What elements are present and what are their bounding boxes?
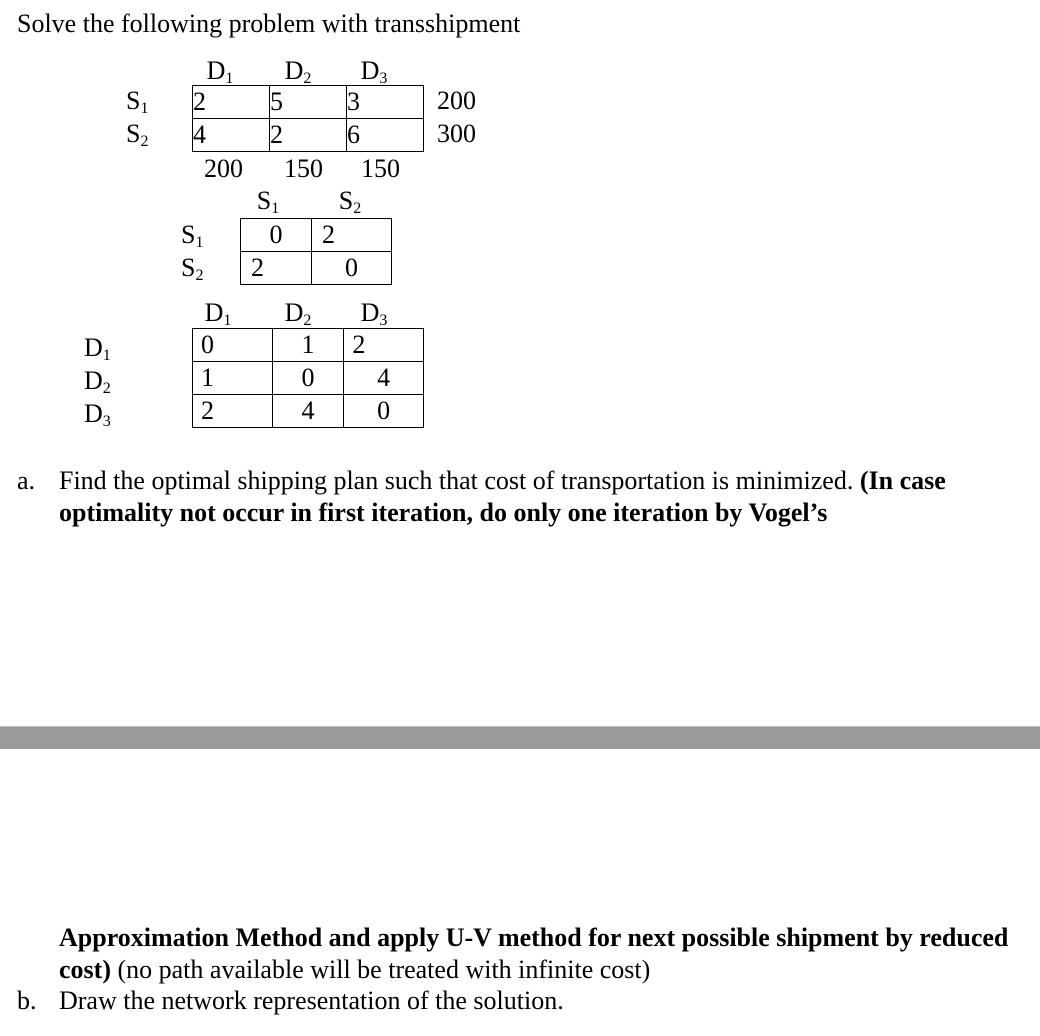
col-header-text: D2 <box>284 56 312 87</box>
cost-cell: 2 <box>270 119 347 152</box>
table-row <box>193 395 424 428</box>
row-label-s2: S2 <box>126 119 149 150</box>
col-header-s2 <box>322 186 378 220</box>
row-label-s2: S2 <box>181 253 204 284</box>
col-header-text: D3 <box>360 298 388 329</box>
question-b-text: Draw the network representation of the solution. <box>59 986 564 1015</box>
cost-cell: 4 <box>272 395 344 428</box>
problem-title: Solve the following problem with transshipment <box>17 9 521 38</box>
cost-cell: 3 <box>347 86 424 119</box>
cost-cell: 2 <box>311 219 391 252</box>
cost-cell: 2 <box>193 395 273 428</box>
table-row <box>241 252 392 285</box>
cost-cell: 2 <box>241 252 312 285</box>
col-header-text: S2 <box>338 186 362 217</box>
cost-cell: 1 <box>193 362 273 395</box>
col-header-text: D2 <box>284 298 312 329</box>
table-row <box>241 219 392 252</box>
col-header-s1 <box>240 186 296 220</box>
cost-cell: 4 <box>193 119 270 152</box>
cost-cell: 1 <box>272 329 344 362</box>
row-label-s1: S1 <box>126 86 149 117</box>
cost-cell: 2 <box>193 86 270 119</box>
demand-d1: 200 <box>204 154 243 183</box>
col-header-d2 <box>270 298 326 332</box>
cost-cell: 5 <box>270 86 347 119</box>
row-label-d3: D3 <box>84 399 111 430</box>
cost-cell: 4 <box>344 362 424 395</box>
cost-cell: 2 <box>344 329 424 362</box>
cost-cell: 6 <box>347 119 424 152</box>
cost-cell: 0 <box>272 362 344 395</box>
table-row <box>193 86 424 119</box>
supply-s1: 200 <box>437 86 476 115</box>
question-a-continued <box>59 922 1009 986</box>
col-header-text: D3 <box>360 56 388 87</box>
cost-grid <box>240 218 392 285</box>
question-a-rest: (no path available will be treated with infinite cost) <box>117 955 651 984</box>
row-label-d1: D1 <box>84 333 111 364</box>
table-row <box>193 362 424 395</box>
question-a-text <box>59 465 1009 529</box>
col-header-text: S1 <box>256 186 280 217</box>
col-header-d1 <box>190 298 246 332</box>
demand-d2: 150 <box>284 154 323 183</box>
question-b-marker: b. <box>17 986 37 1015</box>
cost-cell: 0 <box>241 219 312 252</box>
table-row <box>193 119 424 152</box>
col-header-text: D1 <box>204 298 232 329</box>
demand-d3: 150 <box>361 154 400 183</box>
question-a-bold-2: Approximation Method and apply U-V method for next possible shipment by reduced cost) <box>59 923 1009 984</box>
question-a-marker: a. <box>17 466 36 495</box>
row-label-d2: D2 <box>84 366 111 397</box>
table-row <box>193 329 424 362</box>
cost-grid <box>192 328 424 428</box>
supply-s2: 300 <box>437 119 476 148</box>
col-header-d3 <box>346 298 402 332</box>
cost-cell: 0 <box>344 395 424 428</box>
page-break-divider <box>0 726 1040 749</box>
question-a-bold-1: (In case optimality not occur in first iteration, do only one iteration by Vogel’s <box>59 466 946 527</box>
col-header-text: D1 <box>206 56 234 87</box>
cost-cell: 0 <box>193 329 273 362</box>
question-a-main: Find the optimal shipping plan such that cost of transportation is minimized. <box>59 466 854 495</box>
cost-grid <box>192 85 424 152</box>
row-label-s1: S1 <box>181 220 204 251</box>
cost-cell: 0 <box>311 252 391 285</box>
